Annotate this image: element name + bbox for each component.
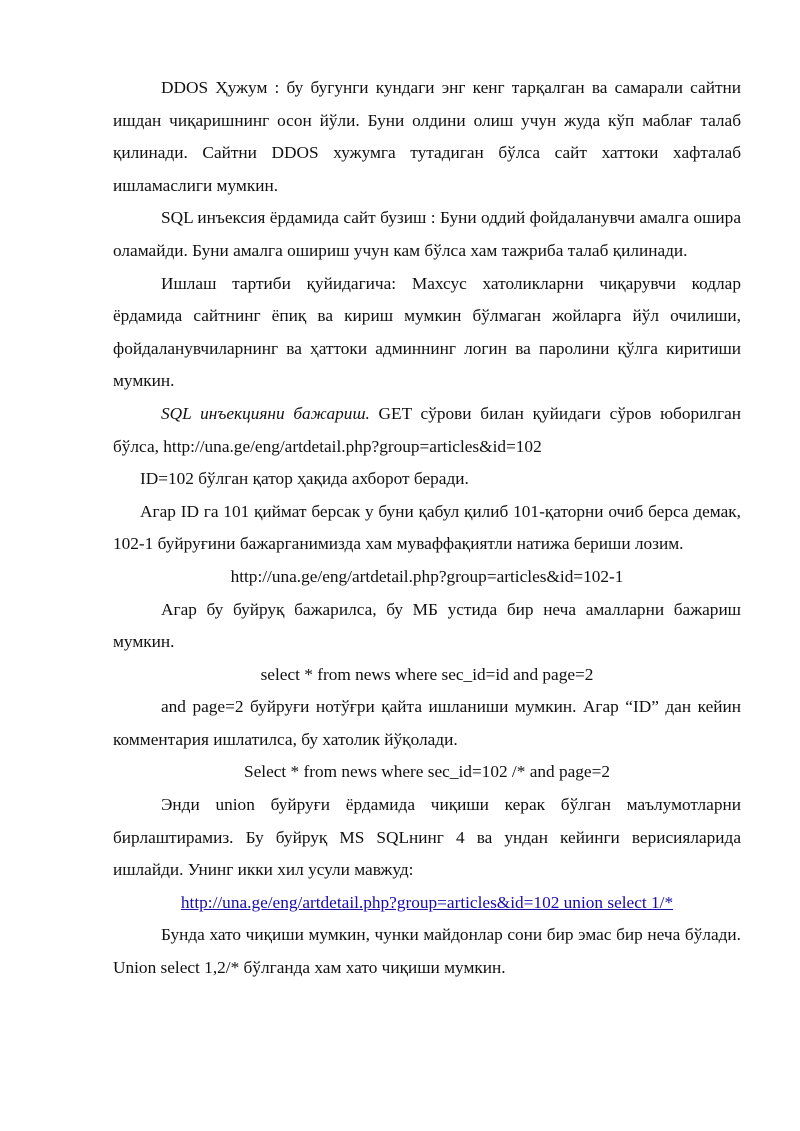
- code-line-select-page: select * from news where sec_id=id and page=2: [260, 664, 594, 684]
- paragraph-page-command: and page=2 буйруғи нотўғри қайта ишланиши мумкин. Агар “ID” дан кейин комментария ишлатилса, бу хатолик йўқолади.: [113, 697, 741, 749]
- paragraph-sql-execution: [113, 398, 741, 463]
- union-select-link[interactable]: http://una.ge/eng/artdetail.php?group=articles&id=102 union select 1/*: [180, 892, 674, 912]
- paragraph-id-info: ID=102 бўлган қатор ҳақида ахборот беради.: [140, 469, 469, 489]
- paragraph-command-executed: Агар бу буйруқ бажарилса, бу МБ устида бир неча амалларни бажариш мумкин.: [113, 599, 741, 652]
- union-link-paragraph: [113, 887, 741, 920]
- code-line-select-comment: Select * from news where sec_id=102 /* and page=2: [244, 762, 610, 782]
- paragraph-ddos: DDOS Ҳужум : бу бугунги кундаги энг кенг тарқалган ва самарали сайтни ишдан чиқаришнинг осон йўли. Буни олдини олиш учун жуда кўп маблағ талаб қилинади. Сайтни DDOS хужумга тутадиган бўлса сайт хаттоки хафталаб ишламаслиги мумкин.: [113, 78, 741, 195]
- paragraph-union: Энди union буйруғи ёрдамида чиқиши керак бўлган маълумотларни бирлаштирамиз. Бу буйруқ MS SQLнинг 4 ва ундан кейинги верисияларида ишлайди. Унинг икки хил усули мавжуд:: [113, 795, 741, 880]
- paragraph-working-order: Ишлаш тартиби қуйидагича: Махсус хатоликларни чиқарувчи кодлар ёрдамида сайтнинг ёпиқ ва кириш мумкин бўлмаган жойларга йўл очилиши, фойдаланувчиларнинг ва ҳаттоки админнинг логин ва паролини қўлга киритиши мумкин.: [113, 273, 741, 391]
- paragraph-error-note: Бунда хато чиқиши мумкин, чунки майдонлар сони бир эмас бир неча бўлади. Union select 1,2/* бўлганда хам хато чиқиши мумкин.: [113, 925, 741, 978]
- paragraph-id-101: Агар ID га 101 қиймат берсак у буни қабул қилиб 101-қаторни очиб берса демак, 102-1 буйруғини бажарганимизда хам муваффақиятли натижа бериши лозим.: [113, 501, 741, 554]
- paragraph-get-request: GET сўрови билан қуйидаги сўров юборилган бўлса, http://una.ge/eng/artdetail.php?group=articles&id=102: [113, 403, 741, 456]
- code-line-url-102-1: http://una.ge/eng/artdetail.php?group=articles&id=102-1: [230, 566, 624, 586]
- paragraph-heading-italic: SQL инъекцияни бажариш.: [161, 403, 370, 423]
- paragraph-sql-injection: SQL инъексия ёрдамида сайт бузиш : Буни оддий фойдаланувчи амалга ошира оламайди. Буни амалга ошириш учун кам бўлса хам тажриба талаб қилинади.: [113, 208, 741, 260]
